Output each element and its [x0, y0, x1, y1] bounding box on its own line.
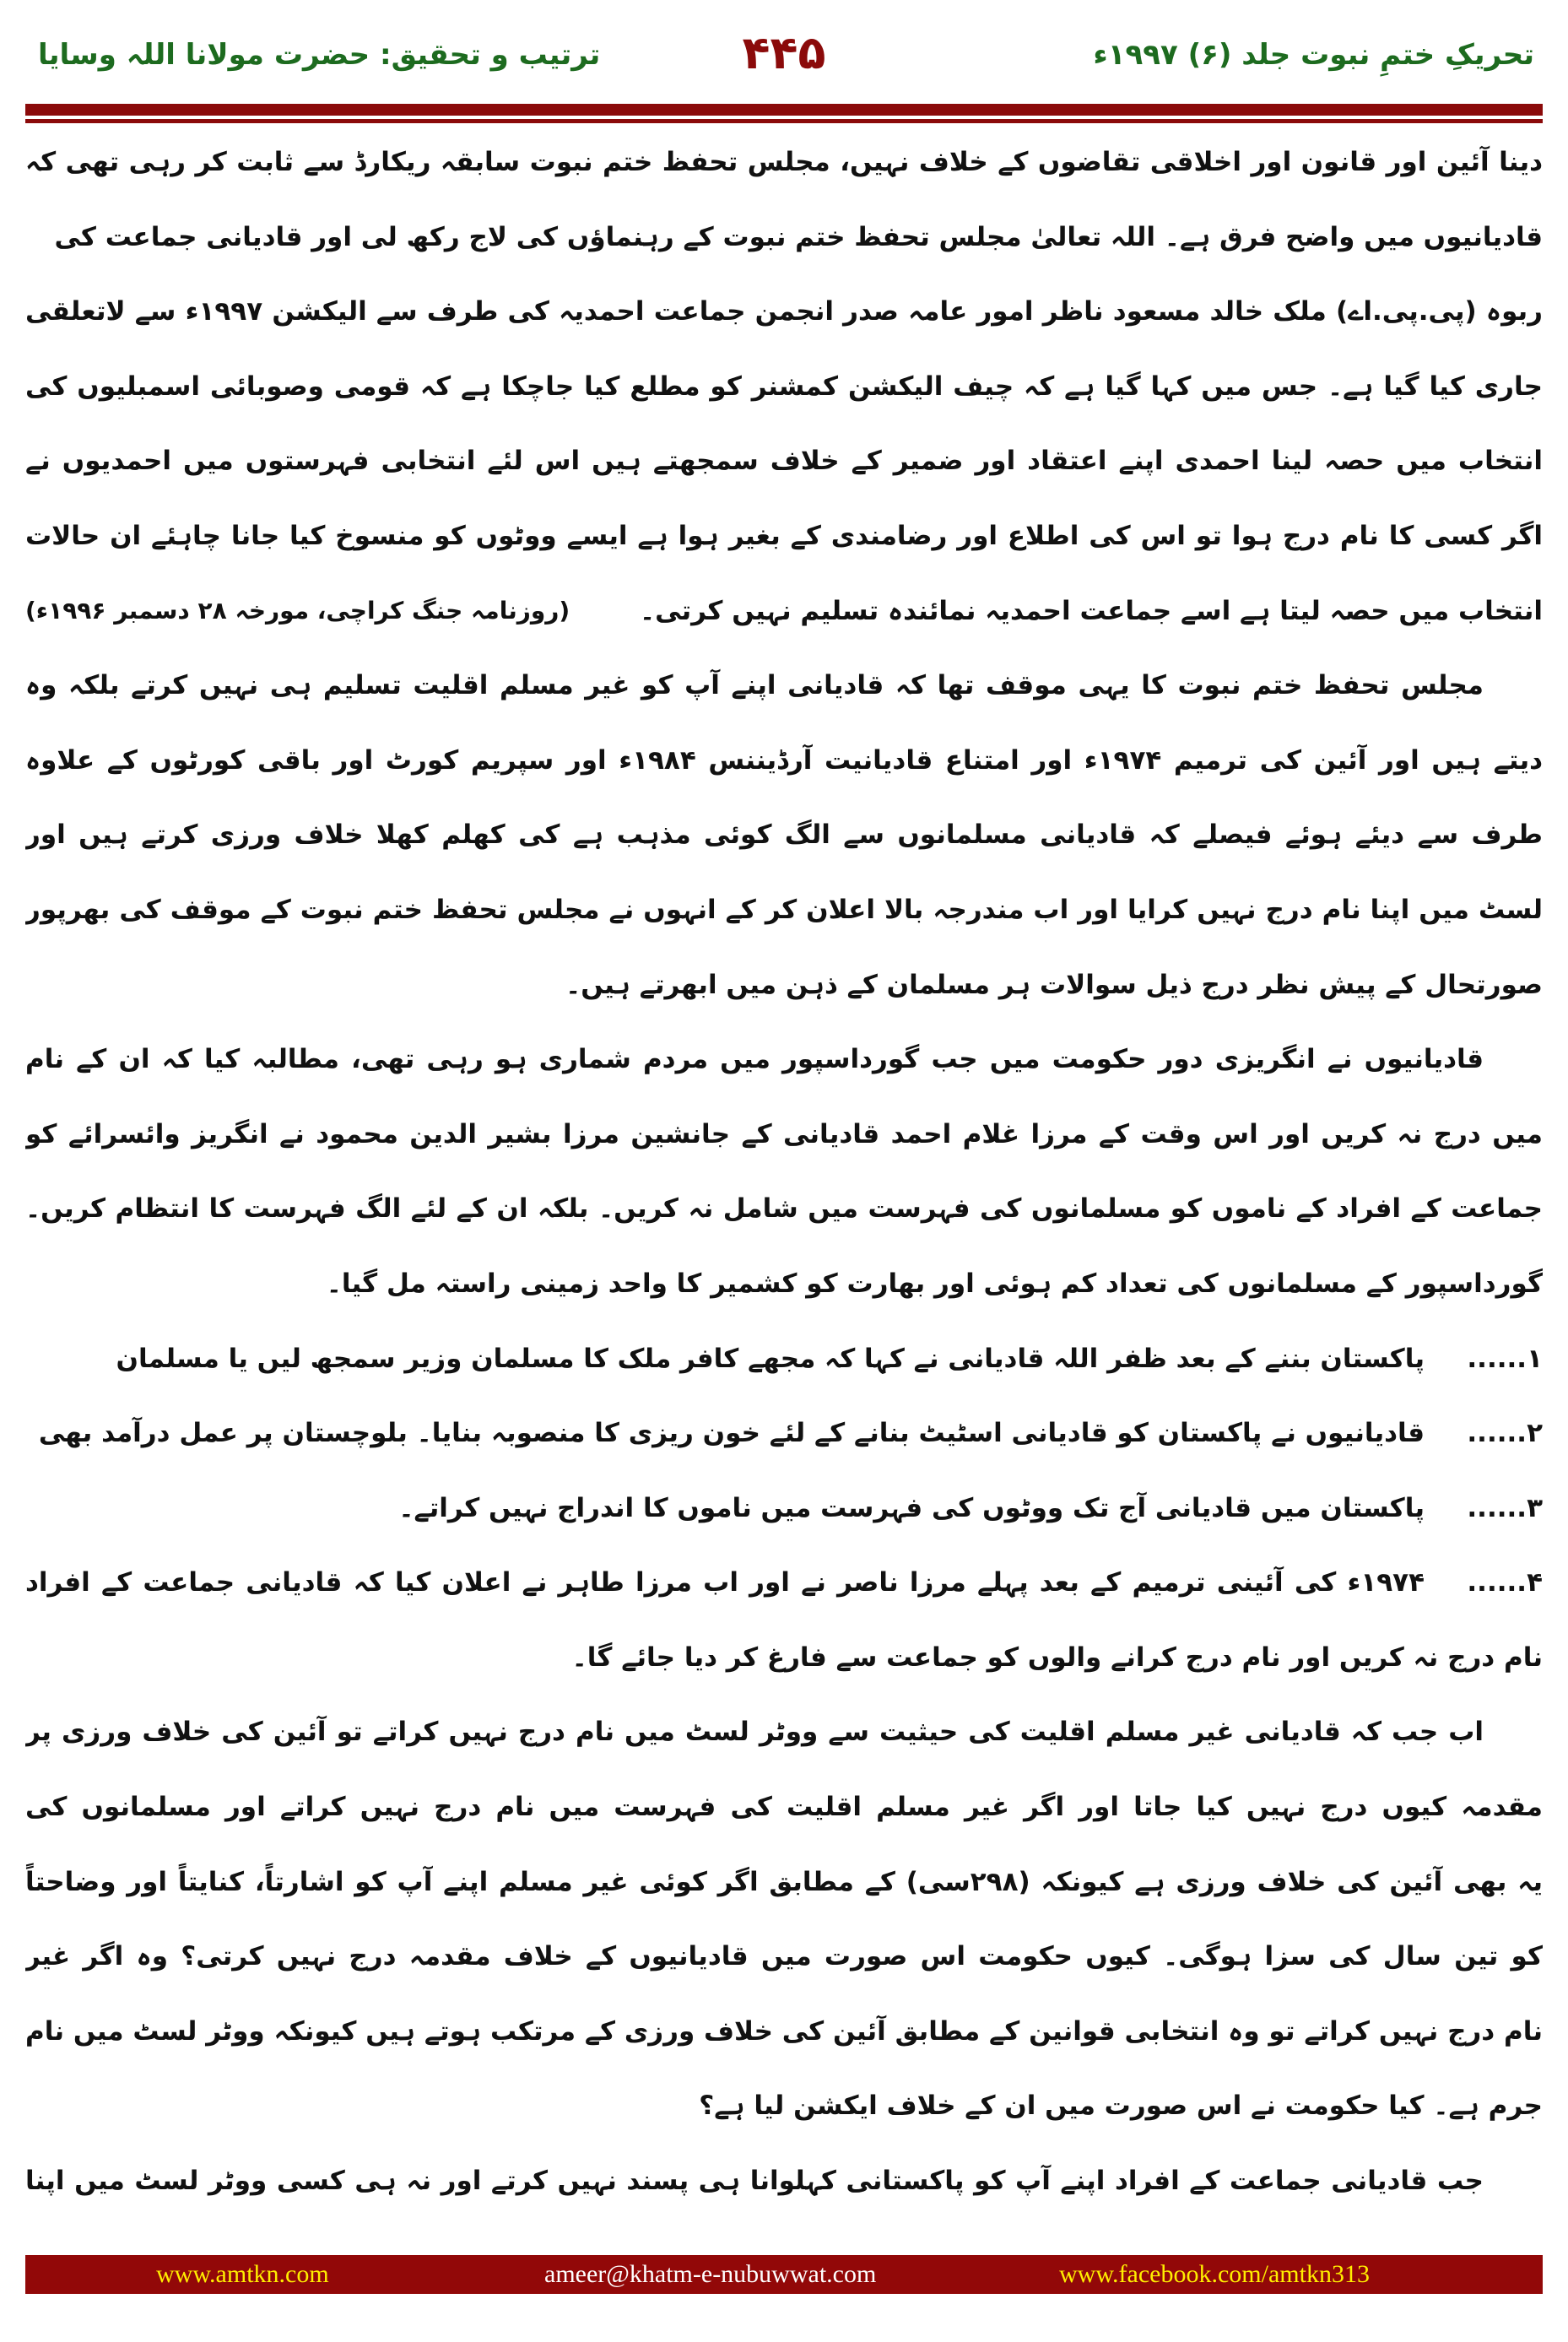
page-number: ۴۴۵: [742, 26, 826, 79]
header-rule-thin: [25, 119, 1543, 123]
text-line: انتخاب میں حصہ لینا احمدی اپنے اعتقاد اور ضمیر کے خلاف سمجھتے ہیں اس لئے انتخابی فہرستوں میں احمدیوں نے: [25, 446, 1543, 477]
paragraph-start: مجلس تحفظ ختم نبوت کا یہی موقف تھا کہ قادیانی اپنے آپ کو غیر مسلم اقلیت تسلیم ہی نہیں کرتے بلکہ وہ: [25, 670, 1484, 701]
book-title: تحریکِ ختمِ نبوت جلد (۶) ۱۹۹۷ء: [1093, 38, 1534, 72]
website-link[interactable]: www.amtkn.com: [156, 2260, 329, 2288]
list-number: ۳......: [1467, 1492, 1543, 1523]
list-item: [25, 1545, 1543, 1620]
text-line: میں درج نہ کریں اور اس وقت کے مرزا غلام احمد قادیانی کے جانشین مرزا بشیر الدین محمود نے انگریز وائسرائے کو: [25, 1118, 1543, 1149]
text-line: نام درج نہیں کراتے تو وہ انتخابی قوانین کے مطابق آئین کی خلاف ورزی کے مرتکب ہوتے ہیں کیونکہ ووٹر لسٹ میں نام: [25, 2015, 1543, 2047]
text-line: کو تین سال کی سزا ہوگی۔ کیوں حکومت اس صورت میں قادیانیوں کے خلاف مقدمہ درج نہیں کرتی؟ وہ اگر غیر: [25, 1941, 1543, 1972]
text-line-content: انتخاب میں حصہ لیتا ہے اسے جماعت احمدیہ نمائندہ تسلیم نہیں کرتی۔: [639, 595, 1543, 626]
list-item: [25, 1396, 1543, 1471]
compiler-credit: ترتیب و تحقیق: حضرت مولانا اللہ وسایا: [38, 38, 601, 72]
list-text: پاکستان میں قادیانی آج تک ووٹوں کی فہرست میں ناموں کا اندراج نہیں کراتے۔: [398, 1492, 1425, 1523]
text-line: ربوہ (پی.پی.اے) ملک خالد مسعود ناظر امور عامہ صدر انجمن جماعت احمدیہ کی طرف سے الیکشن ۱۹۹۷ء سے لاتعلقی: [25, 296, 1543, 327]
email-link[interactable]: ameer@khatm-e-nubuwwat.com: [544, 2260, 877, 2288]
list-number: ۱......: [1467, 1343, 1543, 1374]
text-line: لسٹ میں اپنا نام درج نہیں کرایا اور اب مندرجہ بالا اعلان کر کے انہوں نے مجلس تحفظ ختم نبوت کے موقف کی بھرپور: [25, 894, 1543, 925]
text-line: طرف سے دیئے ہوئے فیصلے کہ قادیانی مسلمانوں سے الگ کوئی مذہب ہے کی کھلم کھلا خلاف ورزی کرتے ہیں اور: [25, 819, 1543, 851]
text-line: نام درج نہ کریں اور نام درج کرانے والوں کو جماعت سے فارغ کر دیا جائے گا۔: [571, 1642, 1543, 1673]
text-line: دینا آئین اور قانون اور اخلاقی تقاضوں کے خلاف نہیں، مجلس تحفظ ختم نبوت سابقہ ریکارڈ سے ثابت کر رہی تھی کہ: [25, 147, 1543, 177]
text-line: صورتحال کے پیش نظر درج ذیل سوالات ہر مسلمان کے ذہن میں ابھرتے ہیں۔: [565, 969, 1543, 1000]
list-item: [25, 1322, 1543, 1397]
list-text: پاکستان بننے کے بعد ظفر اللہ قادیانی نے کہا کہ مجھے کافر ملک کا مسلمان وزیر سمجھ لیں یا مسلمان: [116, 1343, 1425, 1374]
facebook-link[interactable]: www.facebook.com/amtkn313: [1059, 2260, 1370, 2288]
citation: (روزنامہ جنگ کراچی، مورخہ ۲۸ دسمبر ۱۹۹۶ء): [25, 596, 570, 625]
text-line: [25, 574, 1543, 649]
text-line: دیتے ہیں اور آئین کی ترمیم ۱۹۷۴ء اور امتناع قادیانیت آرڈیننس ۱۹۸۴ء اور سپریم کورٹ اور باقی کورٹوں کے علاوہ: [25, 744, 1543, 776]
text-line: قادیانیوں میں واضح فرق ہے۔ اللہ تعالیٰ مجلس تحفظ ختم نبوت کے رہنماؤں کی لاج رکھ لی اور قادیانی جماعت کی: [54, 221, 1543, 252]
list-number: ۲......: [1467, 1418, 1543, 1449]
header-rule-thick: [25, 104, 1543, 116]
text-line: جرم ہے۔ کیا حکومت نے اس صورت میں ان کے خلاف ایکشن لیا ہے؟: [699, 2090, 1543, 2122]
paragraph-start: قادیانیوں نے انگریزی دور حکومت میں جب گورداسپور میں مردم شماری ہو رہی تھی، مطالبہ کیا کہ ان کے نام: [25, 1044, 1484, 1075]
list-text: قادیانیوں نے پاکستان کو قادیانی اسٹیٹ بنانے کے لئے خون ریزی کا منصوبہ بنایا۔ بلوچستان پر عمل درآمد بھی: [38, 1418, 1425, 1449]
paragraph-start: جب قادیانی جماعت کے افراد اپنے آپ کو پاکستانی کہلوانا ہی پسند نہیں کرتے اور نہ ہی کسی ووٹر لسٹ میں اپنا: [25, 2166, 1484, 2197]
text-line: یہ بھی آئین کی خلاف ورزی ہے کیونکہ (۲۹۸سی) کے مطابق اگر کوئی غیر مسلم اپنے آپ کو اشارتاً، کنایتاً اور وضاحتاً: [25, 1866, 1543, 1897]
text-line: جاری کیا گیا ہے۔ جس میں کہا گیا ہے کہ چیف الیکشن کمشنر کو مطلع کیا جاچکا ہے کہ قومی وصوبائی اسمبلیوں کی: [25, 371, 1543, 402]
text-line: اگر کسی کا نام درج ہوا تو اس کی اطلاع اور رضامندی کے بغیر ہوا ہے ایسے ووٹوں کو منسوخ کیا جانا چاہئے ان حالات: [25, 520, 1543, 551]
page-body: [25, 125, 1543, 2219]
footer-bar: [25, 2255, 1543, 2294]
text-line: گورداسپور کے مسلمانوں کی تعداد کم ہوئی اور بھارت کو کشمیر کا واحد زمینی راستہ مل گیا۔: [326, 1268, 1543, 1299]
list-item: [25, 1471, 1543, 1546]
text-line: جماعت کے افراد کے ناموں کو مسلمانوں کی فہرست میں شامل نہ کریں۔ بلکہ ان کے لئے الگ فہرست کا انتظام کریں۔: [25, 1193, 1543, 1225]
list-text: ۱۹۷۴ء کی آئینی ترمیم کے بعد پہلے مرزا ناصر نے اور اب مرزا طاہر نے اعلان کیا کہ قادیانی جماعت کے افراد: [25, 1567, 1425, 1598]
paragraph-start: اب جب کہ قادیانی غیر مسلم اقلیت کی حیثیت سے ووٹر لسٹ میں نام درج نہیں کراتے تو آئین کی خلاف ورزی پر: [25, 1717, 1484, 1748]
list-number: ۴......: [1467, 1567, 1543, 1598]
text-line: مقدمہ کیوں درج نہیں کیا جاتا اور اگر غیر مسلم اقلیت کی فہرست میں نام درج نہیں کراتے اور مسلمانوں کی: [25, 1792, 1543, 1823]
